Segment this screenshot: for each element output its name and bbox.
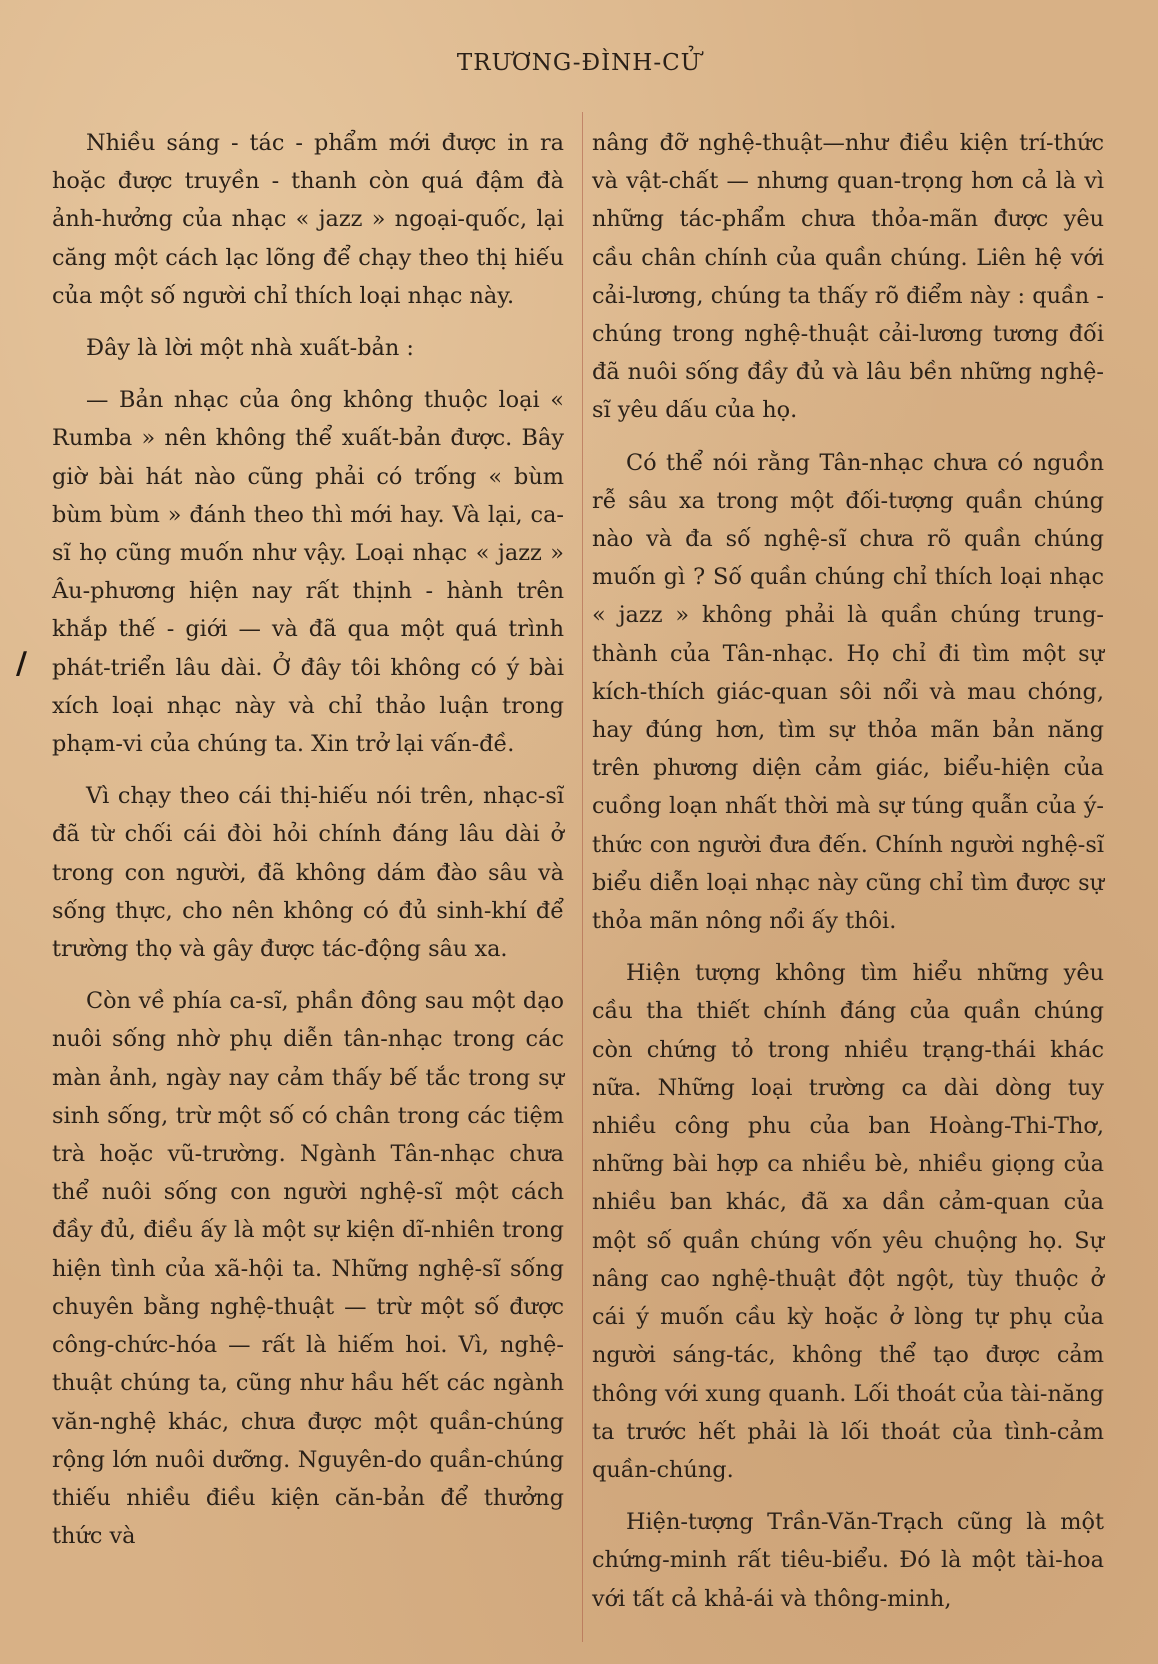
paragraph: Nhiều sáng - tác - phẩm mới được in ra hoặc được truyền - thanh còn quá đậm đà ảnh-hưởng của nhạc « jazz » ngoại-quốc, lại căng một cách lạc lõng để chạy theo thị hiếu của một số người chỉ thích loại nhạc này. xyxy=(52,130,564,309)
margin-pencil-mark: / xyxy=(16,646,27,681)
left-column xyxy=(52,124,564,1569)
column-divider xyxy=(582,112,583,1642)
paragraph-continuation: nâng đỡ nghệ-thuật—như điều kiện trí-thức và vật-chất — nhưng quan-trọng hơn cả là vì những tác-phẩm chưa thỏa-mãn được yêu cầu chân chính của quần chúng. Liên hệ với cải-lương, chúng ta thấy rõ điểm này : quần - chúng trong nghệ-thuật cải-lương tương đối đã nuôi sống đầy đủ và lâu bền những nghệ-sĩ yêu dấu của họ. xyxy=(592,130,1104,424)
paragraph: Hiện-tượng Trần-Văn-Trạch cũng là một chứng-minh rất tiêu-biểu. Đó là một tài-hoa với tất cả khả-ái và thông-minh, xyxy=(592,1509,1104,1612)
page-header-title: TRƯƠNG-ĐÌNH-CỬ xyxy=(456,50,702,76)
paragraph: — Bản nhạc của ông không thuộc loại « Rumba » nên không thể xuất-bản được. Bây giờ bài hát nào cũng phải có trống « bùm bùm bùm » đánh theo thì mới hay. Và lại, ca-sĩ họ cũng muốn như vậy. Loại nhạc « jazz » Âu-phương hiện nay rất thịnh - hành trên khắp thế - giới — và đã qua một quá trình phát-triển lâu dài. Ở đây tôi không có ý bài xích loại nhạc này và chỉ thảo luận trong phạm-vi của chúng ta. Xin trở lại vấn-đề. xyxy=(52,387,564,758)
paragraph: Đây là lời một nhà xuất-bản : xyxy=(86,335,414,362)
paragraph: Vì chạy theo cái thị-hiếu nói trên, nhạc-sĩ đã từ chối cái đòi hỏi chính đáng lâu dài ở trong con người, đã không dám đào sâu và sống thực, cho nên không có đủ sinh-khí để trường thọ và gây được tác-động sâu xa. xyxy=(52,783,564,963)
paragraph: Còn về phía ca-sĩ, phần đông sau một dạo nuôi sống nhờ phụ diễn tân-nhạc trong các màn ảnh, ngày nay cảm thấy bế tắc trong sự sinh sống, trừ một số có chân trong các tiệm trà hoặc vũ-trường. Ngành Tân-nhạc chưa thể nuôi sống con người nghệ-sĩ một cách đầy đủ, điều ấy là một sự kiện dĩ-nhiên trong hiện tình của xã-hội ta. Những nghệ-sĩ sống chuyên bằng nghệ-thuật — trừ một số được công-chức-hóa — rất là hiếm hoi. Vì, nghệ-thuật chúng ta, cũng như hầu hết các ngành văn-nghệ khác, chưa được một quần-chúng rộng lớn nuôi dưỡng. Nguyên-do quần-chúng thiếu nhiều điều kiện căn-bản để thưởng thức và xyxy=(52,988,564,1550)
paragraph: Có thể nói rằng Tân-nhạc chưa có nguồn rễ sâu xa trong một đối-tượng quần chúng nào và đa số nghệ-sĩ chưa rõ quần chúng muốn gì ? Số quần chúng chỉ thích loại nhạc « jazz » không phải là quần chúng trung-thành của Tân-nhạc. Họ chỉ đi tìm một sự kích-thích giác-quan sôi nổi và mau chóng, hay đúng hơn, tìm sự thỏa mãn bản năng trên phương diện cảm giác, biểu-hiện của cuồng loạn nhất thời mà sự túng quẫn của ý-thức con người đưa đến. Chính người nghệ-sĩ biểu diễn loại nhạc này cũng chỉ tìm được sự thỏa mãn nông nổi ấy thôi. xyxy=(592,449,1104,935)
right-column xyxy=(592,124,1104,1632)
paragraph: Hiện tượng không tìm hiểu những yêu cầu tha thiết chính đáng của quần chúng còn chứng tỏ trong nhiều trạng-thái khác nữa. Những loại trường ca dài dòng tuy nhiều công phu của ban Hoàng-Thi-Thơ, những bài hợp ca nhiều bè, nhiều giọng của nhiều ban khác, đã xa dần cảm-quan của một số quần chúng vốn yêu chuộng họ. Sự nâng cao nghệ-thuật đột ngột, tùy thuộc ở cái ý muốn cầu kỳ hoặc ở lòng tự phụ của người sáng-tác, không thể tạo được cảm thông với xung quanh. Lối thoát của tài-năng ta trước hết phải là lối thoát của tình-cảm quần-chúng. xyxy=(592,960,1104,1483)
